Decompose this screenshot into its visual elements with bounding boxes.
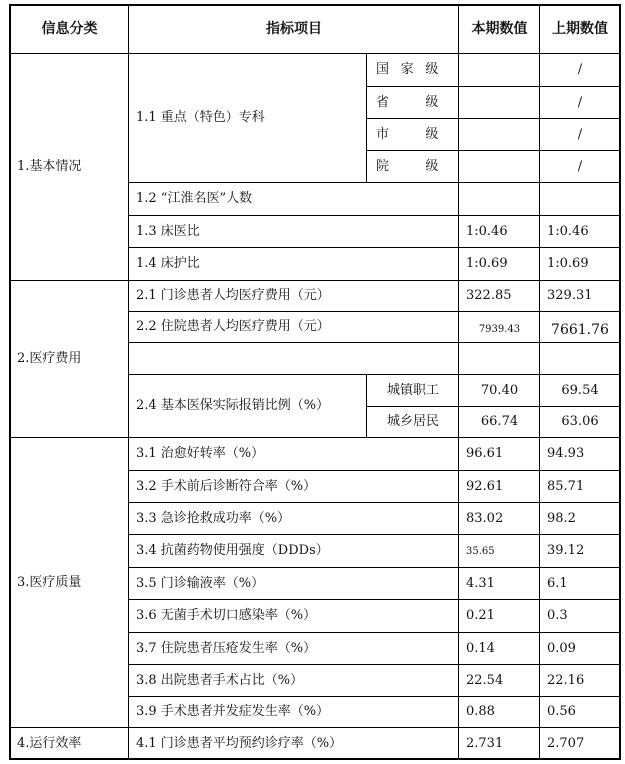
previous-value: 0.56: [547, 704, 576, 719]
current-value: [459, 53, 540, 86]
previous-value: 63.06: [561, 414, 599, 429]
previous-value: /: [577, 94, 583, 110]
previous-value: [540, 342, 620, 374]
sub-indicator-label: 省 级: [375, 94, 451, 110]
current-value: [459, 86, 540, 118]
previous-value: 2.707: [547, 735, 585, 751]
current-value: 4.31: [466, 575, 495, 591]
current-value: [459, 182, 540, 215]
sub-indicator-label: 院 级: [375, 158, 451, 174]
previous-value: [540, 182, 620, 215]
sub-indicator-label: 城乡居民: [386, 414, 439, 429]
row-divider: [129, 311, 620, 312]
previous-value: 39.12: [547, 543, 585, 558]
previous-value: /: [577, 62, 583, 77]
current-value: 92.61: [466, 478, 504, 494]
row-divider: [129, 247, 620, 248]
row-divider: [129, 374, 620, 375]
current-value: 70.40: [480, 382, 519, 398]
current-value: 22.54: [466, 672, 504, 688]
previous-value: /: [577, 158, 583, 174]
row-divider: [129, 567, 620, 568]
column-divider: [128, 5, 129, 759]
table-border: [9, 4, 621, 6]
indicator-label: 2.1 门诊患者人均医疗费用（元）: [136, 288, 330, 303]
previous-value: 0.3: [547, 608, 568, 623]
indicator-label: 1.3 床医比: [136, 223, 200, 239]
previous-value: 329.31: [547, 288, 593, 303]
previous-value: 94.93: [547, 446, 585, 461]
row-divider: [129, 182, 620, 183]
current-value: 1:0.69: [466, 256, 508, 271]
previous-value: 22.16: [547, 672, 585, 688]
category-cost: 2.医疗费用: [17, 351, 82, 366]
category-quality: 3.医疗质量: [17, 574, 82, 590]
indicator-label: 3.8 出院患者手术占比（%）: [136, 672, 304, 688]
row-divider: [367, 118, 620, 119]
category-efficiency: 4.运行效率: [17, 735, 82, 751]
previous-value: 98.2: [547, 510, 576, 526]
indicator-label: 3.9 手术患者并发症发生率（%）: [136, 704, 330, 719]
row-divider: [367, 406, 620, 407]
row-divider: [10, 727, 620, 728]
sub-indicator-label: 城镇职工: [386, 382, 439, 398]
indicator-label: 3.6 无菌手术切口感染率（%）: [136, 608, 317, 623]
previous-value: 6.1: [547, 575, 568, 591]
row-divider: [129, 696, 620, 697]
indicator-label: 3.3 急诊抢救成功率（%）: [136, 510, 291, 526]
row-divider: [129, 342, 620, 343]
previous-value: 69.54: [561, 382, 599, 398]
current-value: 66.74: [480, 414, 519, 429]
header-category: 信息分类: [41, 21, 98, 37]
row-divider: [367, 86, 620, 87]
previous-value: 1:0.46: [547, 223, 589, 239]
current-value: 0.88: [466, 704, 495, 719]
category-basic: 1.基本情况: [17, 159, 82, 174]
row-divider: [129, 534, 620, 535]
indicator-label: 3.7 住院患者压疮发生率（%）: [136, 640, 317, 656]
row-divider: [129, 215, 620, 216]
current-value: 322.85: [466, 288, 512, 303]
current-value: 35.65: [466, 545, 495, 557]
indicator-label: 2.4 基本医保实际报销比例（%）: [136, 398, 330, 413]
previous-value: 1:0.69: [547, 256, 589, 271]
current-value: [459, 118, 540, 150]
sub-indicator-label: 市 级: [375, 126, 451, 142]
sub-indicator-label: 国家级: [375, 62, 451, 77]
header-previous: 上期数值: [552, 21, 608, 37]
indicator-label: 1.2 “江淮名医”人数: [136, 191, 253, 206]
current-value: [459, 342, 540, 374]
current-value: 83.02: [466, 510, 504, 526]
indicator-label: [129, 342, 459, 374]
indicator-label: 1.4 床护比: [136, 256, 200, 271]
current-value: 0.14: [466, 640, 495, 656]
current-value: 96.61: [466, 446, 504, 461]
header-current: 本期数值: [471, 21, 528, 37]
row-divider: [129, 632, 620, 633]
row-divider: [10, 437, 620, 438]
indicator-label: 3.2 手术前后诊断符合率（%）: [136, 478, 317, 494]
row-divider: [129, 502, 620, 503]
current-value: 0.21: [466, 608, 495, 623]
previous-value: 85.71: [547, 478, 585, 494]
indicator-label: 3.1 治愈好转率（%）: [136, 446, 265, 461]
indicator-label: 3.4 抗菌药物使用强度（DDDs）: [136, 543, 329, 558]
indicator-label: 2.2 住院患者人均医疗费用（元）: [136, 319, 330, 334]
header-indicator: 指标项目: [266, 21, 322, 37]
row-divider: [367, 150, 620, 151]
current-value: [459, 150, 540, 182]
previous-value: 7661.76: [551, 321, 609, 338]
previous-value: 0.09: [547, 640, 576, 656]
previous-value: /: [577, 126, 583, 142]
row-divider: [129, 664, 620, 665]
indicator-label: 4.1 门诊患者平均预约诊疗率（%）: [136, 735, 343, 751]
row-divider: [10, 280, 620, 281]
indicator-label: 1.1 重点（特色）专科: [136, 110, 265, 125]
current-value: 7939.43: [478, 323, 521, 335]
indicator-label: 3.5 门诊输液率（%）: [136, 575, 265, 591]
row-divider: [129, 599, 620, 600]
table-border: [9, 758, 621, 760]
table-border: [9, 4, 11, 760]
row-divider: [129, 470, 620, 471]
current-value: 1:0.46: [466, 223, 508, 239]
current-value: 2.731: [466, 735, 504, 751]
row-divider: [10, 53, 620, 54]
